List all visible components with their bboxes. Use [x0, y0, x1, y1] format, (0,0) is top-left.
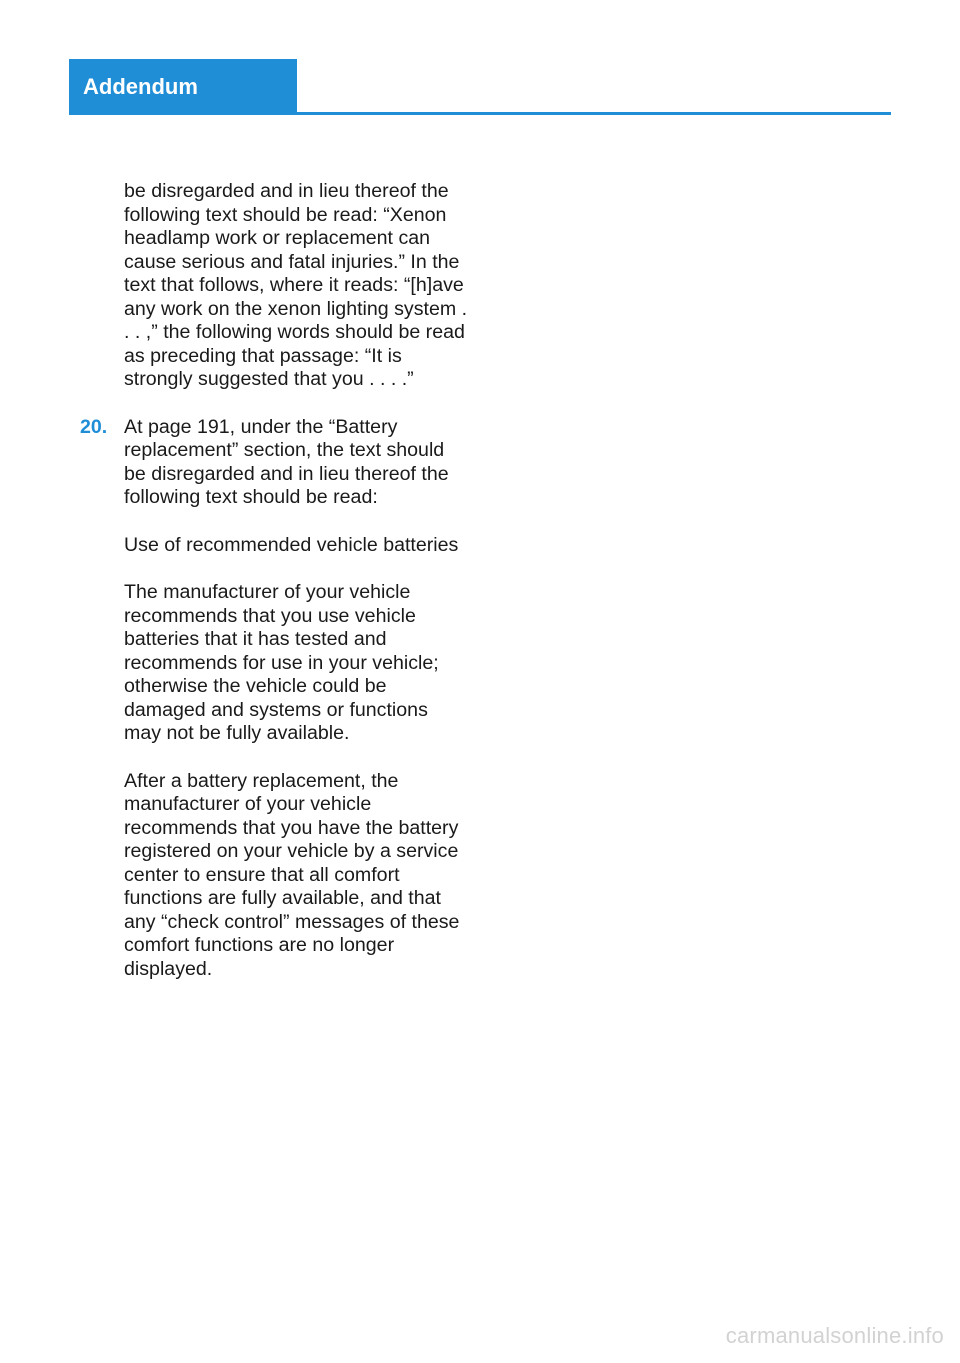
- list-item-number: 20.: [80, 415, 108, 438]
- paragraph-recommended-batteries: The manufacturer of your vehicle recommends that you use vehicle batteries that it has tested and recommends for use in your vehicle; otherwise the vehicle could be damaged and systems or functions may not be fully available.: [124, 581, 439, 744]
- watermark: carmanualsonline.info: [725, 1323, 944, 1348]
- intro-paragraph: be disregarded and in lieu thereof the following text should be read: “Xenon headlamp work or replacement can cause serious and fatal injuries.” In the text that follows, where it reads: “[h]ave any work on the xenon lighting system . . . ,” the following words should be read as preceding that passage: “It is strongly suggested that you . . . .”: [124, 180, 468, 390]
- list-item-text: At page 191, under the “Battery replacement” section, the text should be disregarded and in lieu thereof the following text should be read:: [124, 415, 449, 508]
- page-body: [80, 180, 469, 1005]
- paragraph-battery-registration: After a battery replacement, the manufacturer of your vehicle recommends that you have the battery registered on your vehicle by a service center to ensure that all comfort functions are fully available, and that any “check control” messages of these comfort functions are no longer displayed.: [124, 769, 460, 980]
- section-title: Addendum: [83, 74, 198, 99]
- section-title-tab: [69, 59, 297, 114]
- list-item-20: [80, 415, 469, 510]
- subheading: Use of recommended vehicle batteries: [124, 533, 459, 556]
- header-divider: [69, 112, 891, 115]
